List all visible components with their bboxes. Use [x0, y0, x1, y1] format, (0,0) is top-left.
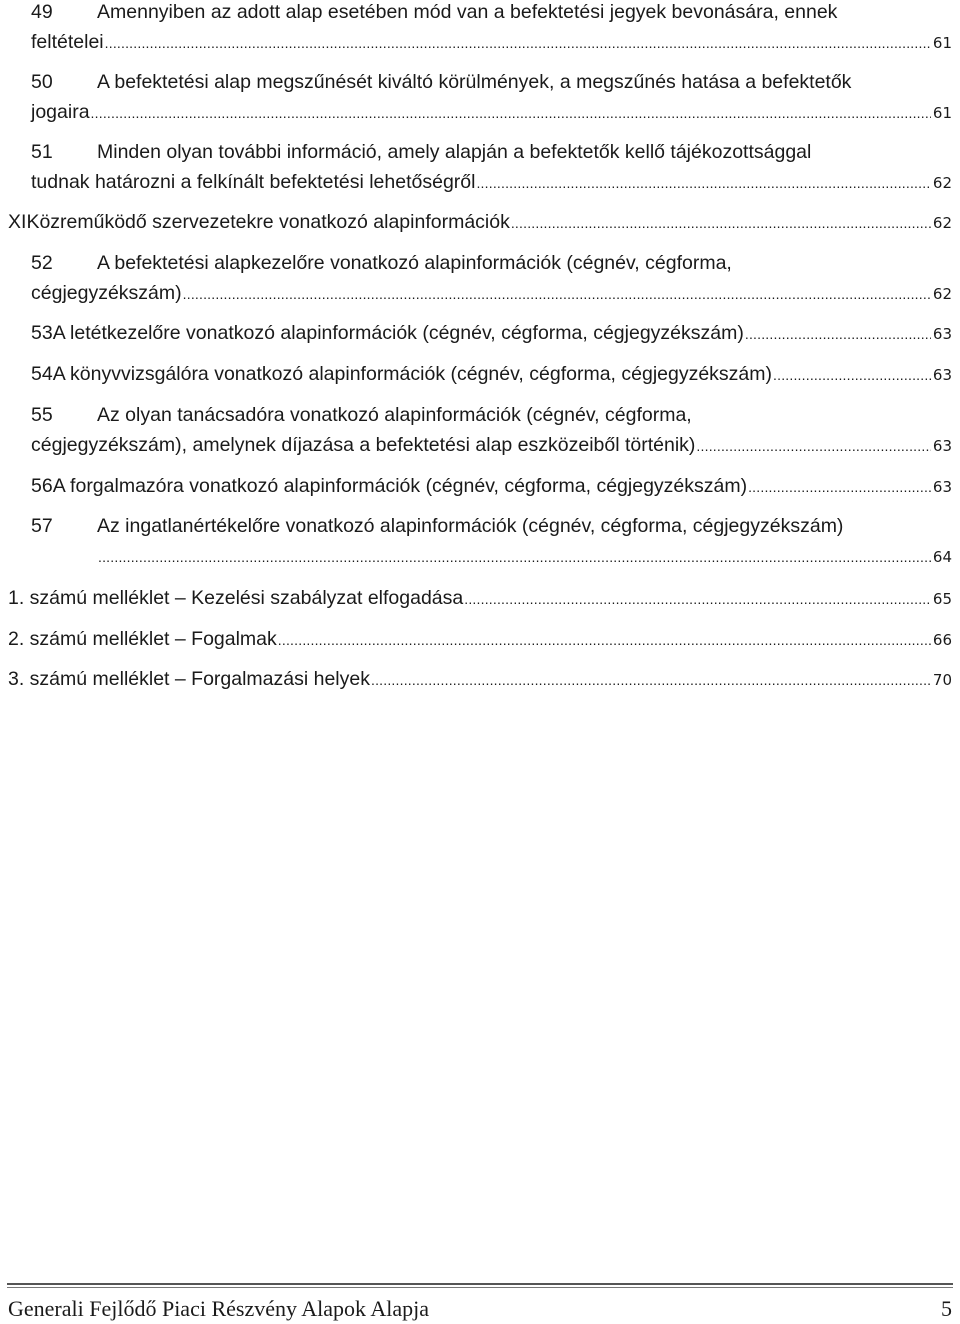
toc-entry-title: A befektetési alap megszűnését kiváltó körülmények, a megszűnés hatása a befektetők — [97, 71, 852, 93]
dot-leader — [371, 667, 931, 692]
toc-entry-57-line1[interactable] — [31, 514, 843, 538]
toc-annex-title: 1. számú melléklet – Kezelési szabályzat elfogadása — [8, 587, 464, 609]
toc-entry-title-cont: cégjegyzékszám), amelynek díjazása a befektetési alap eszközeiből történik) — [31, 434, 696, 456]
toc-page-number: 63 — [932, 325, 952, 343]
toc-entry-number: 53 — [31, 322, 53, 344]
toc-entry-50-line2[interactable] — [31, 100, 952, 125]
footer-page-number: 5 — [941, 1296, 952, 1321]
toc-entry-title-cont: feltételei — [31, 31, 104, 53]
toc-entry-title: A forgalmazóra vonatkozó alapinformációk (cégnév, cégforma, cégjegyzékszám) — [52, 475, 748, 497]
toc-entry-52-line2[interactable] — [31, 281, 952, 306]
toc-entry-number: 50 — [31, 71, 53, 93]
toc-entry-50-line1[interactable] — [31, 70, 851, 94]
toc-entry-title: Amennyiben az adott alap esetében mód van a befektetési jegyek bevonására, ennek — [97, 1, 838, 23]
toc-page-number: 63 — [932, 437, 952, 455]
toc-annex-title: 3. számú melléklet – Forgalmazási helyek — [8, 668, 370, 690]
toc-chapter-number: XI — [8, 211, 27, 233]
toc-annex-2[interactable] — [8, 627, 952, 652]
toc-entry-title-cont: tudnak határozni a felkínált befektetési lehetőségről — [31, 171, 476, 193]
toc-entry-54[interactable] — [31, 362, 952, 387]
toc-entry-number: 56 — [31, 475, 53, 497]
toc-entry-number: 49 — [31, 1, 53, 23]
dot-leader — [773, 362, 931, 387]
toc-entry-57-line2[interactable] — [97, 544, 952, 569]
toc-entry-title: Az ingatlanértékelőre vonatkozó alapinformációk (cégnév, cégforma, cégjegyzékszám) — [97, 515, 844, 537]
dot-leader — [748, 474, 931, 499]
dot-leader — [105, 30, 931, 55]
dot-leader — [476, 170, 930, 195]
toc-entry-title: Minden olyan további információ, amely alapján a befektetők kellő tájékozottsággal — [97, 141, 812, 163]
toc-annex-title: 2. számú melléklet – Fogalmak — [8, 628, 277, 650]
toc-entry-49-line1[interactable] — [31, 0, 837, 24]
toc-entry-title: Az olyan tanácsadóra vonatkozó alapinformációk (cégnév, cégforma, — [97, 404, 692, 426]
toc-entry-number: 52 — [31, 252, 53, 274]
toc-entry-55-line1[interactable] — [31, 403, 692, 427]
dot-leader — [464, 586, 931, 611]
toc-entry-number: 55 — [31, 404, 53, 426]
dot-leader — [91, 100, 931, 125]
toc-annex-1[interactable] — [8, 586, 952, 611]
toc-page-number: 66 — [932, 631, 952, 649]
footer-document-title: Generali Fejlődő Piaci Részvény Alapok Alapja — [8, 1296, 429, 1321]
toc-entry-title-cont: cégjegyzékszám) — [31, 282, 182, 304]
toc-entry-title: A befektetési alapkezelőre vonatkozó alapinformációk (cégnév, cégforma, — [97, 252, 732, 274]
toc-entry-49-line2[interactable] — [31, 30, 952, 55]
dot-leader — [696, 433, 930, 458]
toc-entry-55-line2[interactable] — [31, 433, 952, 458]
toc-entry-number: 51 — [31, 141, 53, 163]
toc-page-number: 62 — [932, 285, 952, 303]
toc-entry-53[interactable] — [31, 321, 952, 346]
toc-page-number: 61 — [932, 104, 952, 122]
toc-page-number: 65 — [932, 590, 952, 608]
toc-annex-3[interactable] — [8, 667, 952, 692]
toc-page-number: 64 — [932, 548, 952, 566]
dot-leader — [511, 210, 931, 235]
toc-entry-52-line1[interactable] — [31, 251, 732, 275]
toc-entry-title: A letétkezelőre vonatkozó alapinformációk (cégnév, cégforma, cégjegyzékszám) — [52, 322, 744, 344]
toc-chapter-title: Közreműködő szervezetekre vonatkozó alapinformációk — [26, 211, 510, 233]
toc-entry-51-line2[interactable] — [31, 170, 952, 195]
toc-entry-51-line1[interactable] — [31, 140, 811, 164]
dot-leader — [745, 321, 931, 346]
toc-entry-56[interactable] — [31, 474, 952, 499]
dot-leader — [98, 544, 931, 569]
footer-divider — [7, 1283, 953, 1285]
toc-page-number: 63 — [932, 366, 952, 384]
dot-leader — [183, 281, 931, 306]
toc-entry-number: 54 — [31, 363, 53, 385]
toc-page-number: 62 — [932, 174, 952, 192]
toc-page-number: 70 — [932, 671, 952, 689]
toc-entry-title-cont: jogaira — [31, 101, 90, 123]
footer-divider-thin — [7, 1287, 953, 1288]
toc-entry-number: 57 — [31, 515, 53, 537]
toc-page-number: 61 — [932, 34, 952, 52]
toc-entry-title: A könyvvizsgálóra vonatkozó alapinformációk (cégnév, cégforma, cégjegyzékszám) — [52, 363, 773, 385]
toc-page-number: 63 — [932, 478, 952, 496]
toc-page-number: 62 — [932, 214, 952, 232]
dot-leader — [278, 627, 931, 652]
toc-chapter-xi[interactable] — [8, 210, 952, 235]
